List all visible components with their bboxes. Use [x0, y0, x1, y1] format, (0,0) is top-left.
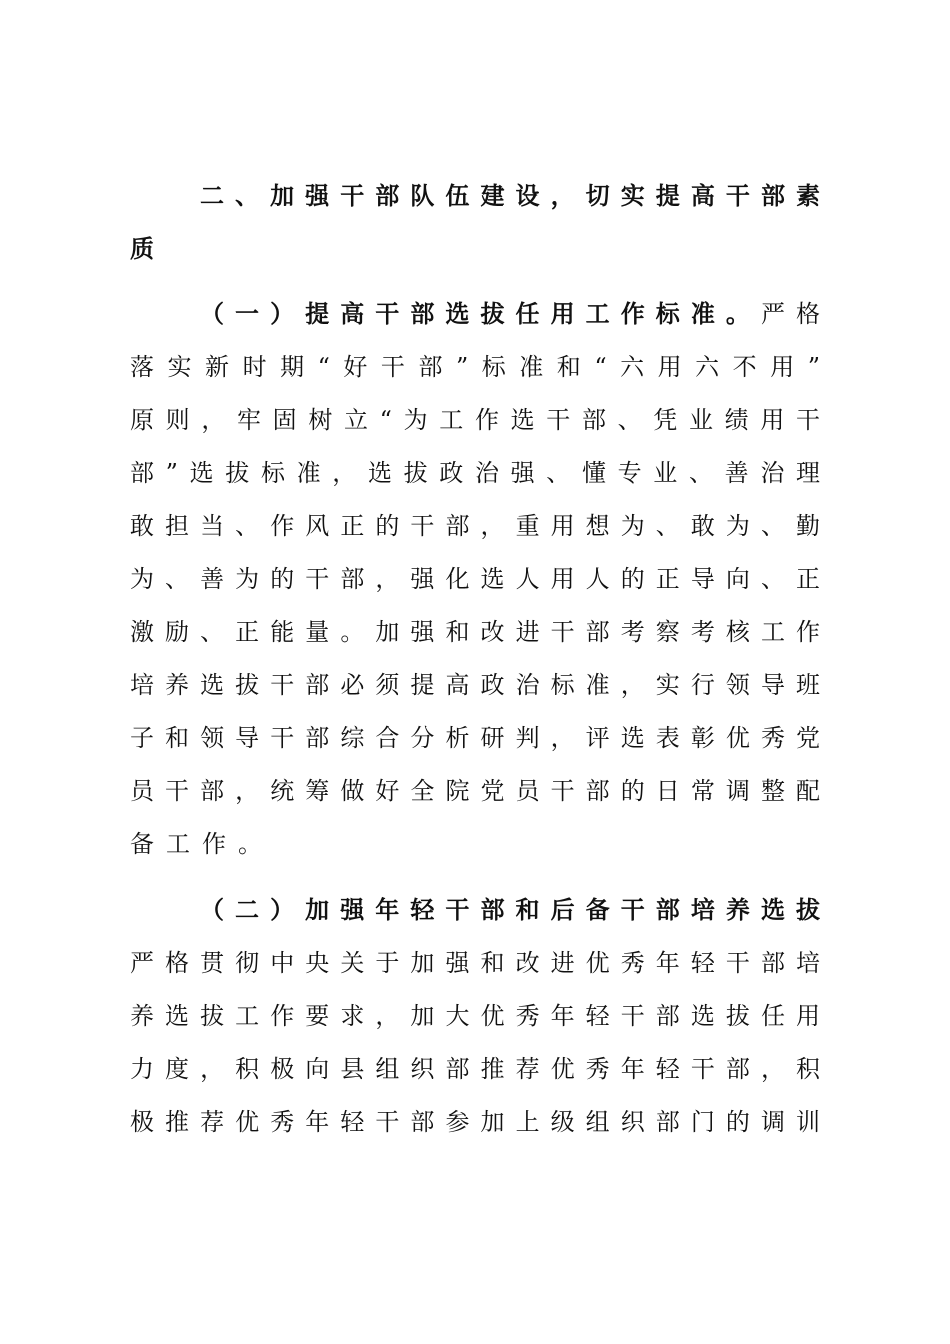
subsection-1-lead-text: 严格 [760, 300, 820, 328]
paragraph-line: 原则，牢固树立“为工作选干部、凭业绩用干 [130, 406, 820, 434]
paragraph-line: 落实新时期“好干部”标准和“六用六不用” [130, 353, 820, 381]
paragraph-line: 备工作。 [130, 830, 274, 858]
section-heading-line-1: 二、加强干部队伍建设，切实提高干部素 [200, 181, 820, 210]
subsection-2-title: （二）加强年轻干部和后备干部培养选拔 [200, 895, 820, 924]
paragraph-line: 力度，积极向县组织部推荐优秀年轻干部，积 [130, 1055, 820, 1083]
paragraph-line: 部”选拔标准，选拔政治强、懂专业、善治理 [130, 459, 820, 487]
paragraph-line: 严格贯彻中央关于加强和改进优秀年轻干部培 [130, 949, 820, 977]
paragraph-line: 为、善为的干部，强化选人用人的正导向、正 [130, 565, 820, 593]
paragraph-line: 员干部，统筹做好全院党员干部的日常调整配 [130, 777, 820, 805]
paragraph-line: 子和领导干部综合分析研判，评选表彰优秀党 [130, 724, 820, 752]
section-heading-line-2: 质 [130, 234, 166, 263]
paragraph-line: 敢担当、作风正的干部，重用想为、敢为、勤 [130, 512, 820, 540]
subsection-1-first-line [200, 294, 820, 334]
subsection-1-title: （一）提高干部选拔任用工作标准。 [200, 299, 761, 328]
paragraph-line: 培养选拔干部必须提高政治标准，实行领导班 [130, 671, 820, 699]
paragraph-line: 极推荐优秀年轻干部参加上级组织部门的调训 [130, 1108, 820, 1136]
paragraph-line: 激励、正能量。加强和改进干部考察考核工作 [130, 618, 820, 646]
paragraph-line: 养选拔工作要求，加大优秀年轻干部选拔任用 [130, 1002, 820, 1030]
